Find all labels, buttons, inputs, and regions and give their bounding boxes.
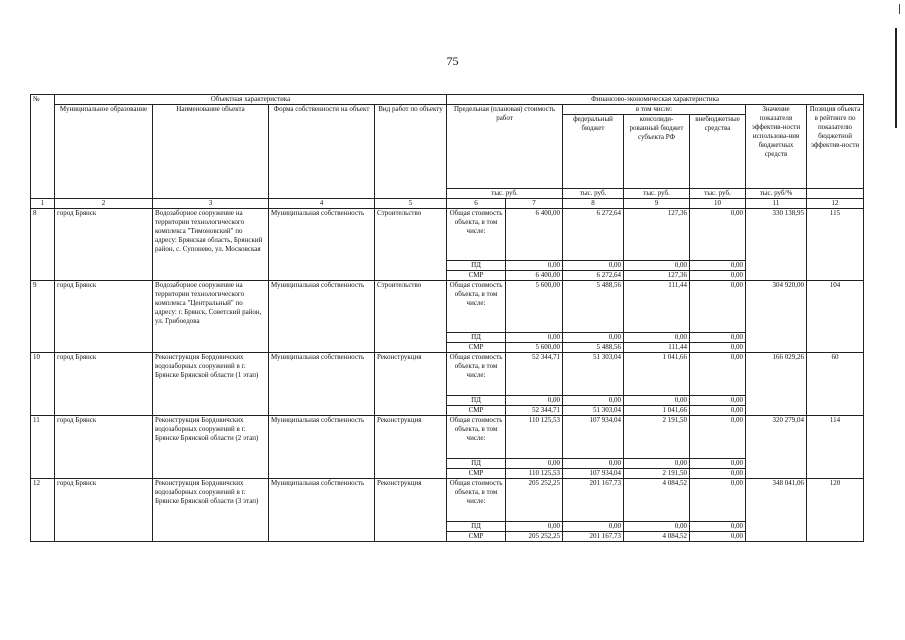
pd-value: 0,00 <box>624 333 690 343</box>
column-number: 7 <box>506 199 563 209</box>
header-consolidated-budget: консолиди-рованный бюджет субъекта РФ <box>624 115 690 189</box>
smr-value: 2 191,50 <box>624 469 690 479</box>
column-number: 4 <box>269 199 375 209</box>
municipality-cell: город Брянск <box>55 479 153 542</box>
total-cost-value: 5 600,00 <box>506 281 563 333</box>
pd-label: ПД <box>447 333 506 343</box>
smr-label: СМР <box>447 532 506 542</box>
pd-value: 0,00 <box>690 396 746 406</box>
table-row <box>31 479 864 522</box>
pd-value: 0,00 <box>690 333 746 343</box>
pd-value: 0,00 <box>563 459 624 469</box>
efficiency-indicator-value: 166 029,26 <box>746 353 807 416</box>
total-cost-label: Общая стоимость объекта, в том числе: <box>447 281 506 333</box>
rating-position-value: 60 <box>807 353 864 416</box>
pd-value: 0,00 <box>563 522 624 532</box>
header-object-characteristics: Объектная характеристика <box>55 95 447 105</box>
row-number: 12 <box>31 479 55 542</box>
header-object-name: Наименование объекта <box>153 105 269 199</box>
smr-value: 4 084,52 <box>624 532 690 542</box>
efficiency-indicator-value: 330 138,95 <box>746 209 807 281</box>
unit-indicator: тыс. руб/% <box>746 189 807 199</box>
smr-label: СМР <box>447 469 506 479</box>
column-number: 12 <box>807 199 864 209</box>
total-cost-label: Общая стоимость объекта, в том числе: <box>447 353 506 396</box>
tick-mark <box>899 4 900 14</box>
smr-value: 6 272,64 <box>563 271 624 281</box>
efficiency-indicator-value: 304 920,00 <box>746 281 807 353</box>
total-cost-value: 205 252,25 <box>506 479 563 522</box>
pd-label: ПД <box>447 396 506 406</box>
smr-value: 0,00 <box>690 469 746 479</box>
pd-value: 0,00 <box>690 459 746 469</box>
header-ownership: Форма собственности на объект <box>269 105 375 199</box>
smr-value: 5 600,00 <box>506 343 563 353</box>
work-type-cell: Реконструкция <box>375 416 447 479</box>
smr-value: 0,00 <box>690 406 746 416</box>
offbudget-value: 0,00 <box>690 353 746 396</box>
pd-value: 0,00 <box>506 333 563 343</box>
header-including: в том числе: <box>563 105 746 115</box>
rating-position-value: 115 <box>807 209 864 281</box>
smr-value: 1 041,66 <box>624 406 690 416</box>
rating-position-value: 120 <box>807 479 864 542</box>
pd-value: 0,00 <box>563 333 624 343</box>
pd-value: 0,00 <box>624 396 690 406</box>
smr-value: 0,00 <box>690 271 746 281</box>
column-number: 5 <box>375 199 447 209</box>
column-number: 6 <box>447 199 506 209</box>
municipality-cell: город Брянск <box>55 416 153 479</box>
smr-value: 0,00 <box>690 532 746 542</box>
column-number: 1 <box>31 199 55 209</box>
ownership-cell: Муниципальная собственность <box>269 416 375 479</box>
consolidated-budget-value: 127,36 <box>624 209 690 261</box>
margin-mark <box>895 28 897 128</box>
financial-table <box>30 94 864 542</box>
pd-label: ПД <box>447 261 506 271</box>
unit-cost: тыс. руб. <box>447 189 563 199</box>
municipality-cell: город Брянск <box>55 209 153 281</box>
column-number: 9 <box>624 199 690 209</box>
rating-position-value: 104 <box>807 281 864 353</box>
smr-value: 6 400,00 <box>506 271 563 281</box>
work-type-cell: Реконструкция <box>375 353 447 416</box>
header-offbudget-funds: внебюджетные средства <box>690 115 746 189</box>
unit-federal: тыс. руб. <box>563 189 624 199</box>
smr-value: 205 252,25 <box>506 532 563 542</box>
consolidated-budget-value: 1 041,66 <box>624 353 690 396</box>
row-number: 8 <box>31 209 55 281</box>
header-efficiency-indicator: Значение показателя эффектив-ности использова-ния бюджетных средств <box>746 105 807 189</box>
header-num: № <box>31 95 55 199</box>
smr-value: 127,36 <box>624 271 690 281</box>
federal-budget-value: 201 167,73 <box>563 479 624 522</box>
consolidated-budget-value: 4 084,52 <box>624 479 690 522</box>
table-row <box>31 209 864 261</box>
offbudget-value: 0,00 <box>690 479 746 522</box>
total-cost-label: Общая стоимость объекта, в том числе: <box>447 479 506 522</box>
header-cost: Предельная (плановая) стоимость работ <box>447 105 563 189</box>
pd-value: 0,00 <box>624 522 690 532</box>
total-cost-label: Общая стоимость объекта, в том числе: <box>447 416 506 459</box>
ownership-cell: Муниципальная собственность <box>269 353 375 416</box>
municipality-cell: город Брянск <box>55 281 153 353</box>
header-federal-budget: федеральный бюджет <box>563 115 624 189</box>
table-row <box>31 416 864 459</box>
object-name-cell: Реконструкция Бордовичских водозаборных сооружений в г. Брянске Брянской области (2 этап) <box>153 416 269 479</box>
work-type-cell: Строительство <box>375 281 447 353</box>
smr-value: 111,44 <box>624 343 690 353</box>
total-cost-value: 110 125,53 <box>506 416 563 459</box>
total-cost-value: 52 344,71 <box>506 353 563 396</box>
municipality-cell: город Брянск <box>55 353 153 416</box>
page-number: 75 <box>446 54 459 68</box>
total-cost-value: 6 400,00 <box>506 209 563 261</box>
pd-value: 0,00 <box>624 459 690 469</box>
table-body <box>31 209 864 542</box>
smr-value: 0,00 <box>690 343 746 353</box>
row-number: 11 <box>31 416 55 479</box>
federal-budget-value: 6 272,64 <box>563 209 624 261</box>
total-cost-label: Общая стоимость объекта, в том числе: <box>447 209 506 261</box>
table-row <box>31 281 864 333</box>
pd-value: 0,00 <box>506 459 563 469</box>
unit-consolidated: тыс. руб. <box>624 189 690 199</box>
column-number: 10 <box>690 199 746 209</box>
offbudget-value: 0,00 <box>690 281 746 333</box>
smr-value: 107 934,04 <box>563 469 624 479</box>
column-number: 3 <box>153 199 269 209</box>
pd-label: ПД <box>447 522 506 532</box>
header-rating-position: Позиция объекта в рейтинге по показателю бюджетной эффектив-ности <box>807 105 864 189</box>
smr-value: 5 488,56 <box>563 343 624 353</box>
column-number: 2 <box>55 199 153 209</box>
row-number: 10 <box>31 353 55 416</box>
pd-value: 0,00 <box>506 261 563 271</box>
column-number: 11 <box>746 199 807 209</box>
unit-offbudget: тыс. руб. <box>690 189 746 199</box>
smr-label: СМР <box>447 406 506 416</box>
pd-value: 0,00 <box>563 396 624 406</box>
object-name-cell: Реконструкция Бордовичских водозаборных сооружений в г. Брянске Брянской области (1 этап) <box>153 353 269 416</box>
rating-position-value: 114 <box>807 416 864 479</box>
consolidated-budget-value: 2 191,50 <box>624 416 690 459</box>
pd-value: 0,00 <box>506 522 563 532</box>
smr-label: СМР <box>447 343 506 353</box>
smr-value: 110 125,53 <box>506 469 563 479</box>
federal-budget-value: 107 934,04 <box>563 416 624 459</box>
efficiency-indicator-value: 348 041,06 <box>746 479 807 542</box>
object-name-cell: Водозаборное сооружение на территории технологического комплекса "Центральный" по адресу: г. Брянск, Советский район, ул. Грибоедова <box>153 281 269 353</box>
unit-rank <box>807 189 864 199</box>
object-name-cell: Водозаборное сооружение на территории технологического комплекса "Тимоновский" по адресу: Брянская область, Брянский район, с. Супонево, ул. Московская <box>153 209 269 281</box>
object-name-cell: Реконструкция Бордовичских водозаборных сооружений в г. Брянске Брянской области (3 этап) <box>153 479 269 542</box>
work-type-cell: Реконструкция <box>375 479 447 542</box>
header-municipality: Муниципальное образование <box>55 105 153 199</box>
pd-value: 0,00 <box>506 396 563 406</box>
smr-value: 201 167,73 <box>563 532 624 542</box>
row-number: 9 <box>31 281 55 353</box>
header-financial-characteristics: Финансово-экономическая характеристика <box>447 95 864 105</box>
pd-value: 0,00 <box>563 261 624 271</box>
pd-value: 0,00 <box>690 522 746 532</box>
ownership-cell: Муниципальная собственность <box>269 209 375 281</box>
work-type-cell: Строительство <box>375 209 447 281</box>
offbudget-value: 0,00 <box>690 416 746 459</box>
table-row <box>31 353 864 396</box>
smr-value: 51 303,04 <box>563 406 624 416</box>
pd-label: ПД <box>447 459 506 469</box>
offbudget-value: 0,00 <box>690 209 746 261</box>
header-work-type: Вид работ по объекту <box>375 105 447 199</box>
federal-budget-value: 51 303,04 <box>563 353 624 396</box>
pd-value: 0,00 <box>624 261 690 271</box>
pd-value: 0,00 <box>690 261 746 271</box>
ownership-cell: Муниципальная собственность <box>269 281 375 353</box>
ownership-cell: Муниципальная собственность <box>269 479 375 542</box>
smr-value: 52 344,71 <box>506 406 563 416</box>
federal-budget-value: 5 488,56 <box>563 281 624 333</box>
column-number: 8 <box>563 199 624 209</box>
consolidated-budget-value: 111,44 <box>624 281 690 333</box>
efficiency-indicator-value: 320 279,04 <box>746 416 807 479</box>
smr-label: СМР <box>447 271 506 281</box>
